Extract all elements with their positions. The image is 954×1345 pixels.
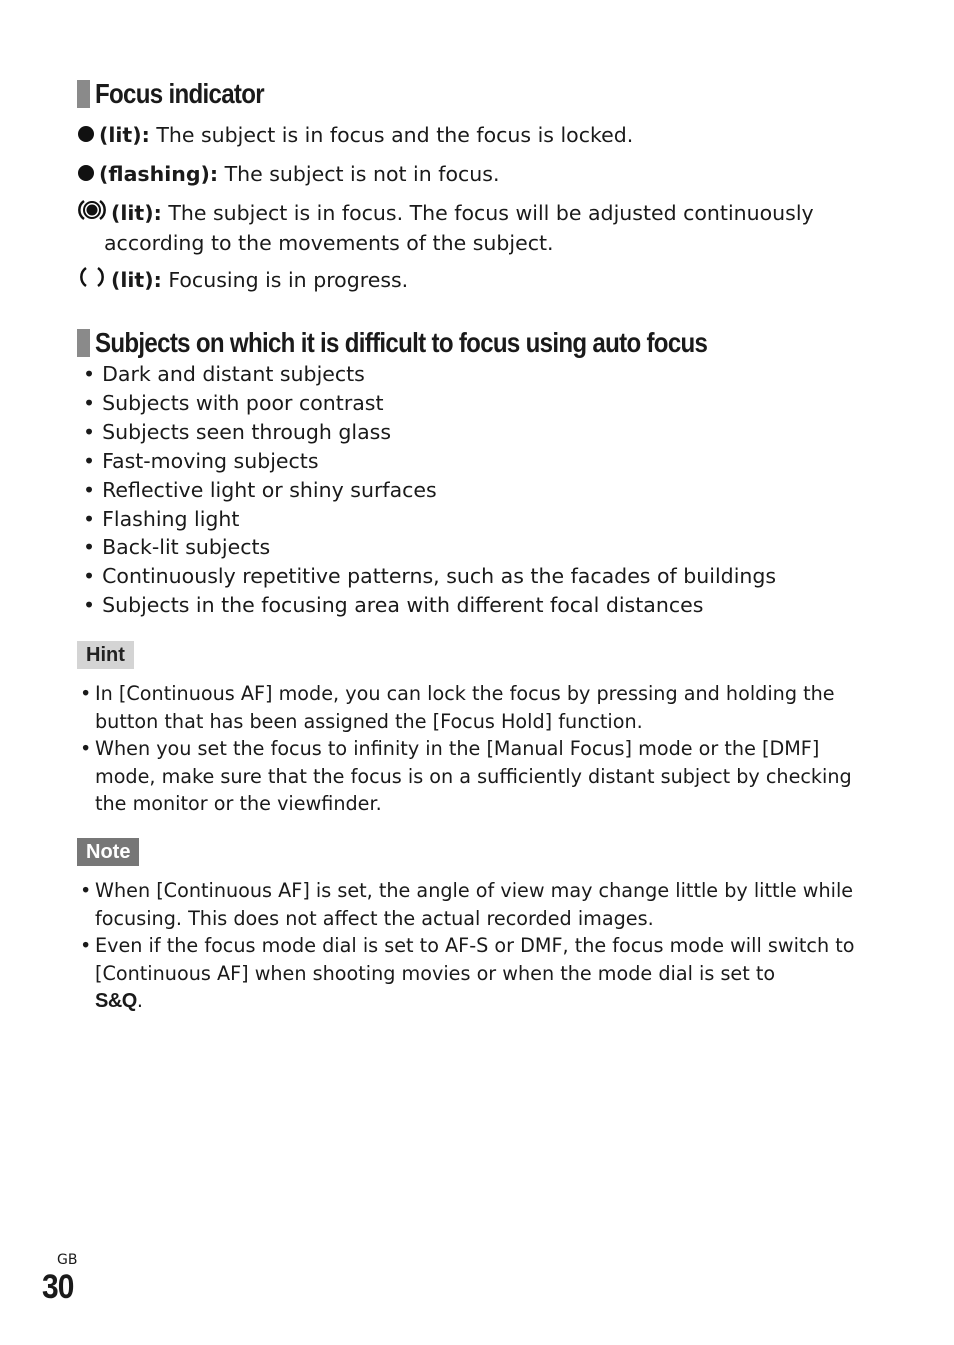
indicator-label: (lit):	[111, 268, 162, 292]
list-item: • Subjects with poor contrast	[83, 389, 776, 418]
list-item: • Dark and distant subjects	[83, 360, 776, 389]
heading-bar	[77, 80, 90, 108]
hint-label: Hint	[77, 641, 134, 669]
note-list	[80, 877, 855, 1016]
list-item-text: Even if the focus mode dial is set to AF-S or DMF, the focus mode will switch to [Continuous AF] when shooting movies or when the mode dial is set to	[95, 934, 855, 985]
indicator-text: The subject is in focus and the focus is locked.	[156, 123, 634, 147]
continuous-focus-icon	[77, 199, 107, 229]
indicator-item-lit	[77, 121, 837, 151]
list-item	[80, 932, 855, 1016]
indicator-text: The subject is not in focus.	[224, 162, 500, 186]
list-item: • When you set the focus to infinity in the [Manual Focus] mode or the [DMF] mode, make sure that the focus is on a sufficiently distant subject by checking the monitor or the viewfinder.	[80, 735, 855, 818]
list-item: • When [Continuous AF] is set, the angle of view may change little by little while focusing. This does not affect the actual recorded images.	[80, 877, 855, 932]
list-item: • Back-lit subjects	[83, 533, 776, 562]
indicator-item-flashing	[77, 160, 837, 190]
indicator-item-focusing	[77, 266, 837, 296]
list-item: • Subjects in the focusing area with different focal distances	[83, 591, 776, 620]
indicator-text-continued: according to the movements of the subject.	[104, 231, 554, 255]
list-item: • In [Continuous AF] mode, you can lock the focus by pressing and holding the button that has been assigned the [Focus Hold] function.	[80, 680, 855, 735]
heading-bar	[77, 329, 90, 357]
heading-title: Subjects on which it is difficult to focus using auto focus	[95, 327, 708, 358]
list-item: • Reflective light or shiny surfaces	[83, 476, 776, 505]
indicator-label: (lit):	[111, 201, 162, 225]
list-item: • Flashing light	[83, 505, 776, 534]
sentence-period: .	[136, 989, 143, 1012]
focusing-brackets-icon	[77, 266, 107, 296]
indicator-item-continuous	[77, 199, 837, 258]
sq-mode-symbol: S&Q	[95, 990, 137, 1012]
difficult-subjects-list	[83, 360, 776, 620]
filled-circle-icon	[77, 122, 95, 151]
region-code: GB	[57, 1252, 78, 1268]
indicator-label: (flashing):	[99, 162, 219, 186]
filled-circle-icon	[77, 161, 95, 190]
indicator-label: (lit):	[99, 123, 150, 147]
heading-title: Focus indicator	[95, 78, 264, 109]
note-label: Note	[77, 838, 139, 866]
indicator-text: Focusing is in progress.	[168, 268, 409, 292]
page-number: 30	[42, 1268, 74, 1306]
section-heading-difficult-subjects	[77, 327, 807, 359]
list-item: • Subjects seen through glass	[83, 418, 776, 447]
hint-list	[80, 680, 855, 818]
section-heading-focus-indicator	[77, 78, 291, 110]
list-item: • Continuously repetitive patterns, such as the facades of buildings	[83, 562, 776, 591]
indicator-text: The subject is in focus. The focus will be adjusted continuously	[168, 201, 814, 225]
list-item: • Fast-moving subjects	[83, 447, 776, 476]
